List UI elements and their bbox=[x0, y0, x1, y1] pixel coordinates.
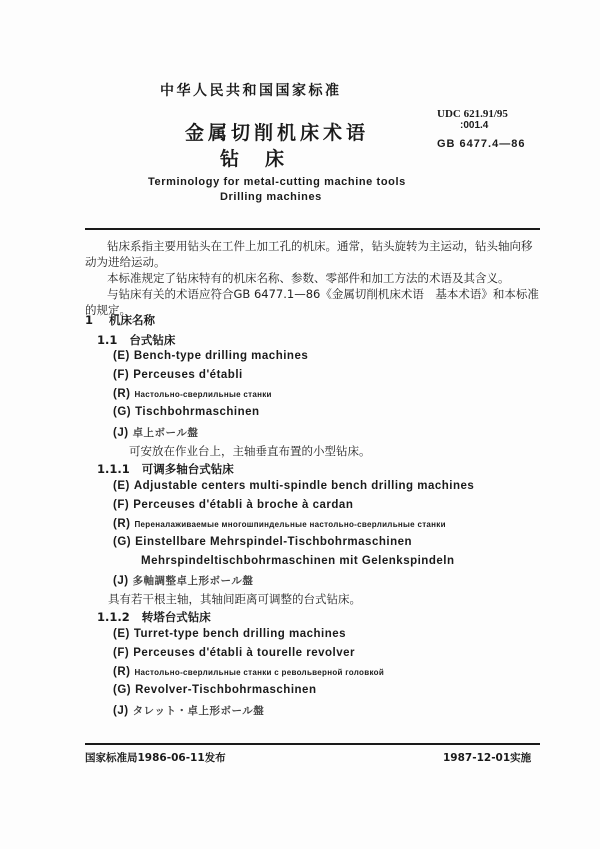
lang-tag: (E) bbox=[113, 350, 130, 362]
intro-paragraph-2: 本标准规定了钻床特有的机床名称、参数、零部件和加工方法的术语及其含义。 bbox=[107, 271, 510, 285]
udc-code-suffix: :001.4 bbox=[460, 120, 489, 131]
lang-tag: (E) bbox=[113, 628, 130, 640]
term-text: Переналаживаемые многошпиндельные настольно-сверлильные станки bbox=[134, 520, 446, 529]
lang-tag: (R) bbox=[113, 388, 131, 400]
term-japanese bbox=[113, 425, 198, 440]
term-english bbox=[113, 350, 308, 362]
section-1-1-1-heading bbox=[97, 461, 234, 477]
term-text: 多軸調整卓上形ボール盤 bbox=[132, 575, 254, 587]
issue-date: 国家标准局1986-06-11发布 bbox=[85, 752, 226, 764]
lang-tag: (G) bbox=[113, 536, 132, 548]
term-definition: 可安放在作业台上，主轴垂直布置的小型钻床。 bbox=[129, 444, 371, 458]
term-text: Bench-type drilling machines bbox=[133, 350, 309, 362]
term-russian bbox=[113, 518, 446, 530]
lang-tag: (R) bbox=[113, 666, 131, 678]
term-text: 卓上ボール盤 bbox=[132, 427, 199, 439]
title-english: Terminology for metal-cutting machine tools bbox=[148, 176, 406, 188]
term-german bbox=[113, 536, 412, 548]
term-german-alt: Mehrspindeltischbohrmaschinen mit Gelenkspindeln bbox=[141, 555, 455, 567]
effective-date: 1987-12-01实施 bbox=[443, 752, 532, 764]
term-text: Einstellbare Mehrspindel-Tischbohrmaschinen bbox=[135, 536, 413, 548]
term-english bbox=[113, 628, 346, 640]
title-chinese: 金属切削机床术语 bbox=[185, 122, 370, 144]
term-text: Perceuses d'établi à broche à cardan bbox=[133, 499, 354, 511]
subtitle-chinese: 钻床 bbox=[220, 148, 311, 170]
section-title: 转塔台式钻床 bbox=[141, 610, 211, 624]
lang-tag: (G) bbox=[113, 684, 132, 696]
lang-tag: (J) bbox=[113, 575, 129, 587]
term-japanese bbox=[113, 703, 264, 718]
term-text: Tischbohrmaschinen bbox=[135, 406, 260, 418]
subtitle-english: Drilling machines bbox=[220, 191, 322, 203]
term-german bbox=[113, 406, 260, 418]
header-divider bbox=[85, 228, 540, 230]
section-title: 可调多轴台式钻床 bbox=[141, 462, 234, 476]
footer-divider bbox=[85, 743, 540, 745]
lang-tag: (G) bbox=[113, 406, 132, 418]
section-title: 台式钻床 bbox=[129, 333, 176, 347]
term-french bbox=[113, 647, 355, 659]
term-french bbox=[113, 369, 243, 381]
section-number: 1.1.2 bbox=[97, 610, 130, 624]
section-number: 1 bbox=[85, 313, 94, 327]
term-text: Настольно-сверлильные станки с револьверной головкой bbox=[134, 668, 385, 677]
lang-tag: (J) bbox=[113, 705, 129, 717]
udc-code: UDC 621.91/95 bbox=[437, 108, 508, 120]
term-english bbox=[113, 480, 474, 492]
lang-tag: (J) bbox=[113, 427, 129, 439]
section-number: 1.1.1 bbox=[97, 462, 130, 476]
introduction bbox=[85, 238, 540, 318]
section-number: 1.1 bbox=[97, 333, 118, 347]
lang-tag: (F) bbox=[113, 369, 130, 381]
intro-paragraph-3: 与钻床有关的术语应符合GB 6477.1—86《金属切削机床术语 基本术语》和本标准的规定。 bbox=[85, 287, 539, 317]
term-french bbox=[113, 499, 353, 511]
lang-tag: (F) bbox=[113, 499, 130, 511]
section-title: 机床名称 bbox=[109, 313, 156, 327]
section-1-heading bbox=[85, 312, 155, 328]
intro-paragraph-1: 钻床系指主要用钻头在工件上加工孔的机床。通常，钻头旋转为主运动，钻头轴向移动为进给运动。 bbox=[85, 239, 533, 269]
term-russian bbox=[113, 666, 384, 678]
term-text: Perceuses d'établi à tourelle revolver bbox=[133, 647, 355, 659]
section-1-1-2-heading bbox=[97, 609, 211, 625]
term-japanese bbox=[113, 573, 253, 588]
term-definition: 具有若干根主轴，其轴间距离可调整的台式钻床。 bbox=[108, 592, 361, 606]
lang-tag: (E) bbox=[113, 480, 130, 492]
gb-standard-number: GB 6477.4—86 bbox=[437, 138, 526, 150]
term-text: Настольно-сверлильные станки bbox=[134, 390, 272, 399]
country-standard-label: 中华人民共和国国家标准 bbox=[160, 83, 342, 99]
section-1-1-heading bbox=[97, 332, 175, 348]
lang-tag: (F) bbox=[113, 647, 130, 659]
term-text: Revolver-Tischbohrmaschinen bbox=[135, 684, 317, 696]
lang-tag: (R) bbox=[113, 518, 131, 530]
term-german bbox=[113, 684, 316, 696]
term-text: タレット・卓上形ボール盤 bbox=[132, 705, 265, 717]
term-text: Adjustable centers multi-spindle bench drilling machines bbox=[133, 480, 475, 492]
term-text: Turret-type bench drilling machines bbox=[133, 628, 347, 640]
term-text: Perceuses d'établi bbox=[133, 369, 243, 381]
term-russian bbox=[113, 388, 272, 400]
